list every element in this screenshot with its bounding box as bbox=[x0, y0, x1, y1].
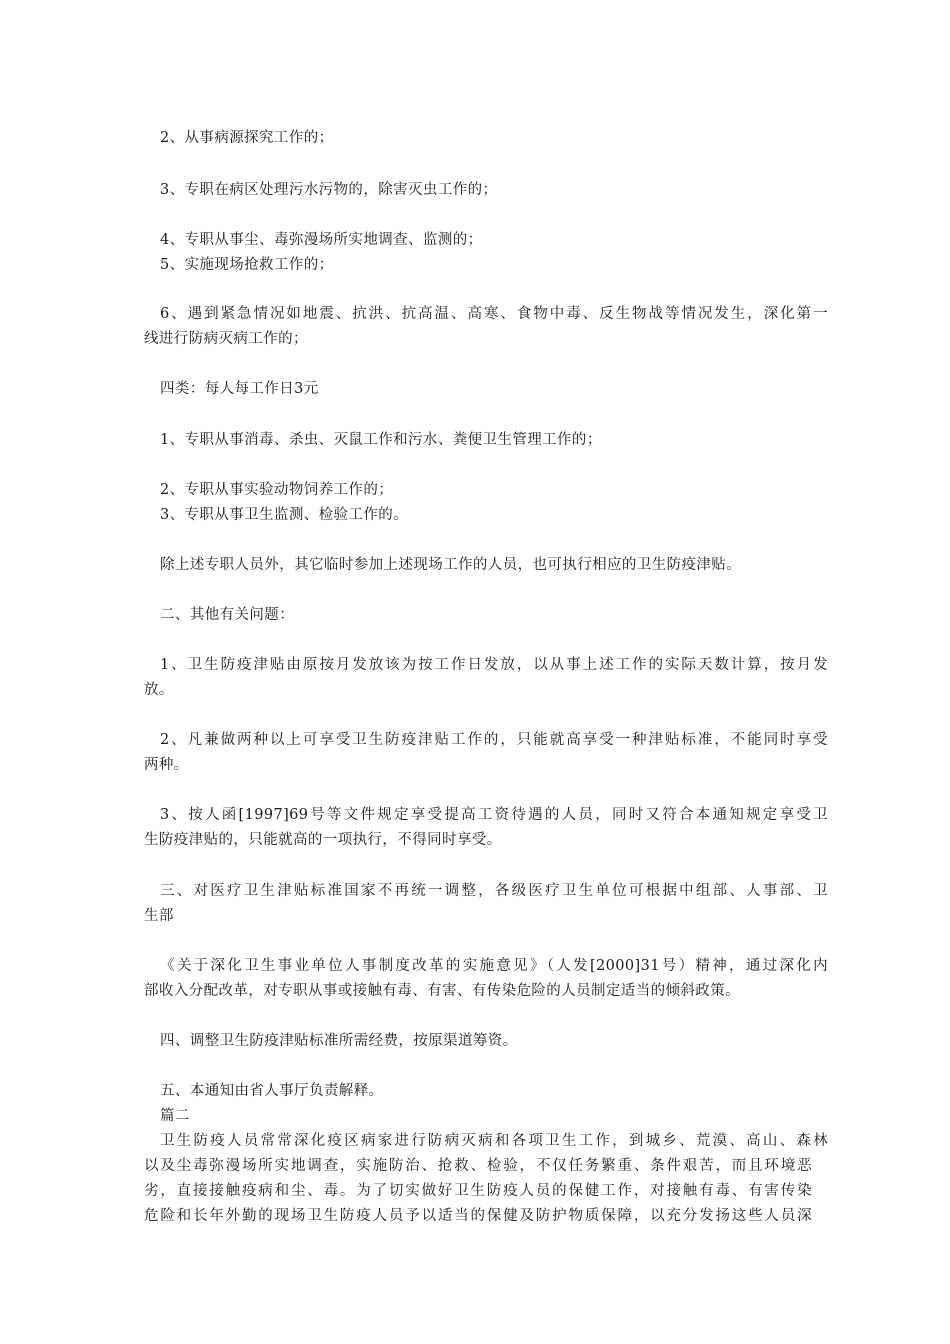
text-line: 2、从事病源探究工作的； bbox=[160, 130, 334, 146]
text-line: 线进行防病灭病工作的； bbox=[144, 331, 308, 347]
text-line: 以及尘毒弥漫场所实地调查，实施防治、抢救、检验，不仅任务繁重、条件艰苦，而且环境恶 bbox=[144, 1158, 812, 1174]
text-line: 1、卫生防疫津贴由原按月发放该为按工作日发放，以从事上述工作的实际天数计算，按月发 bbox=[160, 657, 828, 673]
text-line: 二、其他有关问题： bbox=[160, 607, 295, 623]
text-line: 三、对医疗卫生津贴标准国家不再统一调整，各级医疗卫生单位可根据中组部、人事部、卫 bbox=[160, 883, 828, 899]
text-line: 四类：每人每工作日3元 bbox=[160, 381, 319, 397]
text-line: 3、专职在病区处理污水污物的，除害灭虫工作的； bbox=[160, 182, 498, 198]
text-line: 部收入分配改革，对专职从事或接触有毒、有害、有传染危险的人员制定适当的倾斜政策。 bbox=[144, 983, 740, 999]
text-line: 4、专职从事尘、毒弥漫场所实地调查、监测的； bbox=[160, 232, 483, 248]
section-heading: 篇二 bbox=[160, 1108, 190, 1124]
text-line: 生防疫津贴的，只能就高的一项执行，不得同时享受。 bbox=[144, 832, 502, 848]
text-line: 1、专职从事消毒、杀虫、灭鼠工作和污水、粪便卫生管理工作的； bbox=[160, 432, 602, 448]
text-line: 生部 bbox=[144, 908, 174, 924]
text-line: 五、本通知由省人事厅负责解释。 bbox=[160, 1083, 384, 1099]
text-line: 2、专职从事实验动物饲养工作的； bbox=[160, 482, 394, 498]
text-line: 除上述专职人员外，其它临时参加上述现场工作的人员，也可执行相应的卫生防疫津贴。 bbox=[160, 557, 742, 573]
text-line: 劣，直接接触疫病和尘、毒。为了切实做好卫生防疫人员的保健工作，对接触有毒、有害传染 bbox=[144, 1183, 812, 1199]
text-line: 《关于深化卫生事业单位人事制度改革的实施意见》（人发[2000]31号）精神，通过深化内 bbox=[160, 958, 828, 974]
text-line: 6、遇到紧急情况如地震、抗洪、抗高温、高寒、食物中毒、反生物战等情况发生，深化第一 bbox=[160, 306, 828, 322]
text-line: 3、按人函[1997]69号等文件规定享受提高工资待遇的人员，同时又符合本通知规定享受卫 bbox=[160, 807, 828, 823]
text-line: 5、实施现场抢救工作的； bbox=[160, 257, 334, 273]
text-line: 2、凡兼做两种以上可享受卫生防疫津贴工作的，只能就高享受一种津贴标准，不能同时享受 bbox=[160, 732, 828, 748]
text-line: 危险和长年外勤的现场卫生防疫人员予以适当的保健及防护物质保障，以充分发扬这些人员深 bbox=[144, 1208, 812, 1224]
text-line: 卫生防疫人员常常深化疫区病家进行防病灭病和各项卫生工作，到城乡、荒漠、高山、森林 bbox=[160, 1133, 828, 1149]
text-line: 两种。 bbox=[144, 757, 189, 773]
text-line: 放。 bbox=[144, 682, 174, 698]
text-line: 四、调整卫生防疫津贴标准所需经费，按原渠道筹资。 bbox=[160, 1033, 518, 1049]
text-line: 3、专职从事卫生监测、检验工作的。 bbox=[160, 507, 409, 523]
